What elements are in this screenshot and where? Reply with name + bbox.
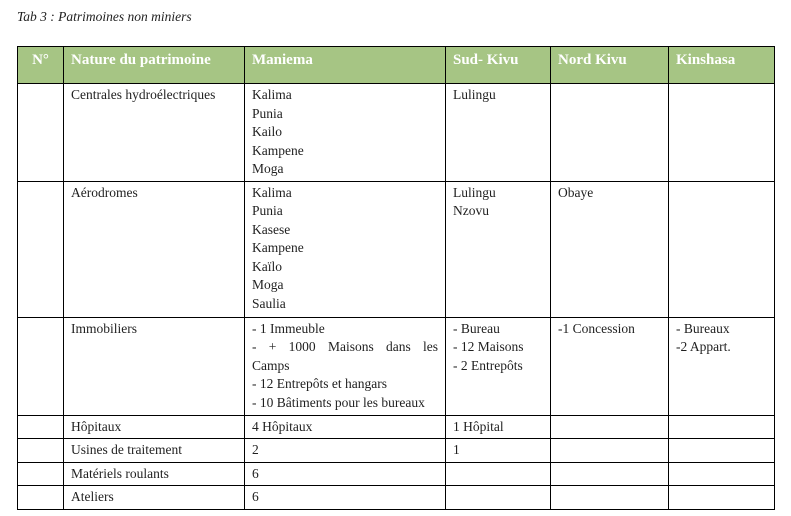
table-row-centrales	[18, 84, 775, 182]
cell-nord-kivu: -1 Concession	[551, 317, 669, 415]
col-header-nature: Nature du patrimoine	[64, 47, 245, 84]
cell-nord-kivu	[551, 415, 669, 439]
cell-sud-kivu: Lulingu	[446, 84, 551, 182]
col-header-kinshasa: Kinshasa	[669, 47, 775, 84]
cell-nord-kivu	[551, 462, 669, 486]
cell-nord-kivu	[551, 439, 669, 463]
patrimoines-table	[17, 46, 775, 510]
table-row-hopitaux	[18, 415, 775, 439]
cell-no	[18, 84, 64, 182]
cell-kinshasa: - Bureaux -2 Appart.	[669, 317, 775, 415]
cell-maniema: 6	[245, 462, 446, 486]
cell-no	[18, 462, 64, 486]
cell-nord-kivu	[551, 486, 669, 510]
cell-sud-kivu: 1 Hôpital	[446, 415, 551, 439]
col-header-nord-kivu: Nord Kivu	[551, 47, 669, 84]
cell-nature: Usines de traitement	[64, 439, 245, 463]
cell-sud-kivu: - Bureau - 12 Maisons - 2 Entrepôts	[446, 317, 551, 415]
cell-nature: Ateliers	[64, 486, 245, 510]
cell-sud-kivu: Lulingu Nzovu	[446, 181, 551, 317]
cell-nature: Aérodromes	[64, 181, 245, 317]
table-row-usines	[18, 439, 775, 463]
col-header-no: N°	[18, 47, 64, 84]
cell-no	[18, 181, 64, 317]
cell-kinshasa	[669, 462, 775, 486]
cell-kinshasa	[669, 181, 775, 317]
cell-nord-kivu: Obaye	[551, 181, 669, 317]
cell-no	[18, 415, 64, 439]
cell-no	[18, 317, 64, 415]
cell-kinshasa	[669, 415, 775, 439]
cell-sud-kivu	[446, 462, 551, 486]
cell-kinshasa	[669, 439, 775, 463]
table-row-materiels	[18, 462, 775, 486]
cell-nature: Centrales hydroélectriques	[64, 84, 245, 182]
document-page	[0, 9, 791, 510]
table-row-aerodromes	[18, 181, 775, 317]
cell-sud-kivu: 1	[446, 439, 551, 463]
cell-maniema: 6	[245, 486, 446, 510]
cell-maniema: Kalima Punia Kasese Kampene Kaïlo Moga Saulia	[245, 181, 446, 317]
cell-maniema: 2	[245, 439, 446, 463]
cell-maniema: Kalima Punia Kailo Kampene Moga	[245, 84, 446, 182]
table-caption: Tab 3 : Patrimoines non miniers	[17, 9, 192, 24]
cell-no	[18, 486, 64, 510]
cell-nature: Immobiliers	[64, 317, 245, 415]
cell-kinshasa	[669, 84, 775, 182]
cell-no	[18, 439, 64, 463]
cell-sud-kivu	[446, 486, 551, 510]
cell-maniema: - 1 Immeuble - + 1000 Maisons dans les Camps - 12 Entrepôts et hangars - 10 Bâtiments pour les bureaux	[245, 317, 446, 415]
table-row-immobiliers	[18, 317, 775, 415]
col-header-sud-kivu: Sud- Kivu	[446, 47, 551, 84]
table-header-row	[18, 47, 775, 84]
cell-kinshasa	[669, 486, 775, 510]
cell-maniema: 4 Hôpitaux	[245, 415, 446, 439]
col-header-maniema: Maniema	[245, 47, 446, 84]
cell-nature: Matériels roulants	[64, 462, 245, 486]
cell-nord-kivu	[551, 84, 669, 182]
cell-nature: Hôpitaux	[64, 415, 245, 439]
table-row-ateliers	[18, 486, 775, 510]
